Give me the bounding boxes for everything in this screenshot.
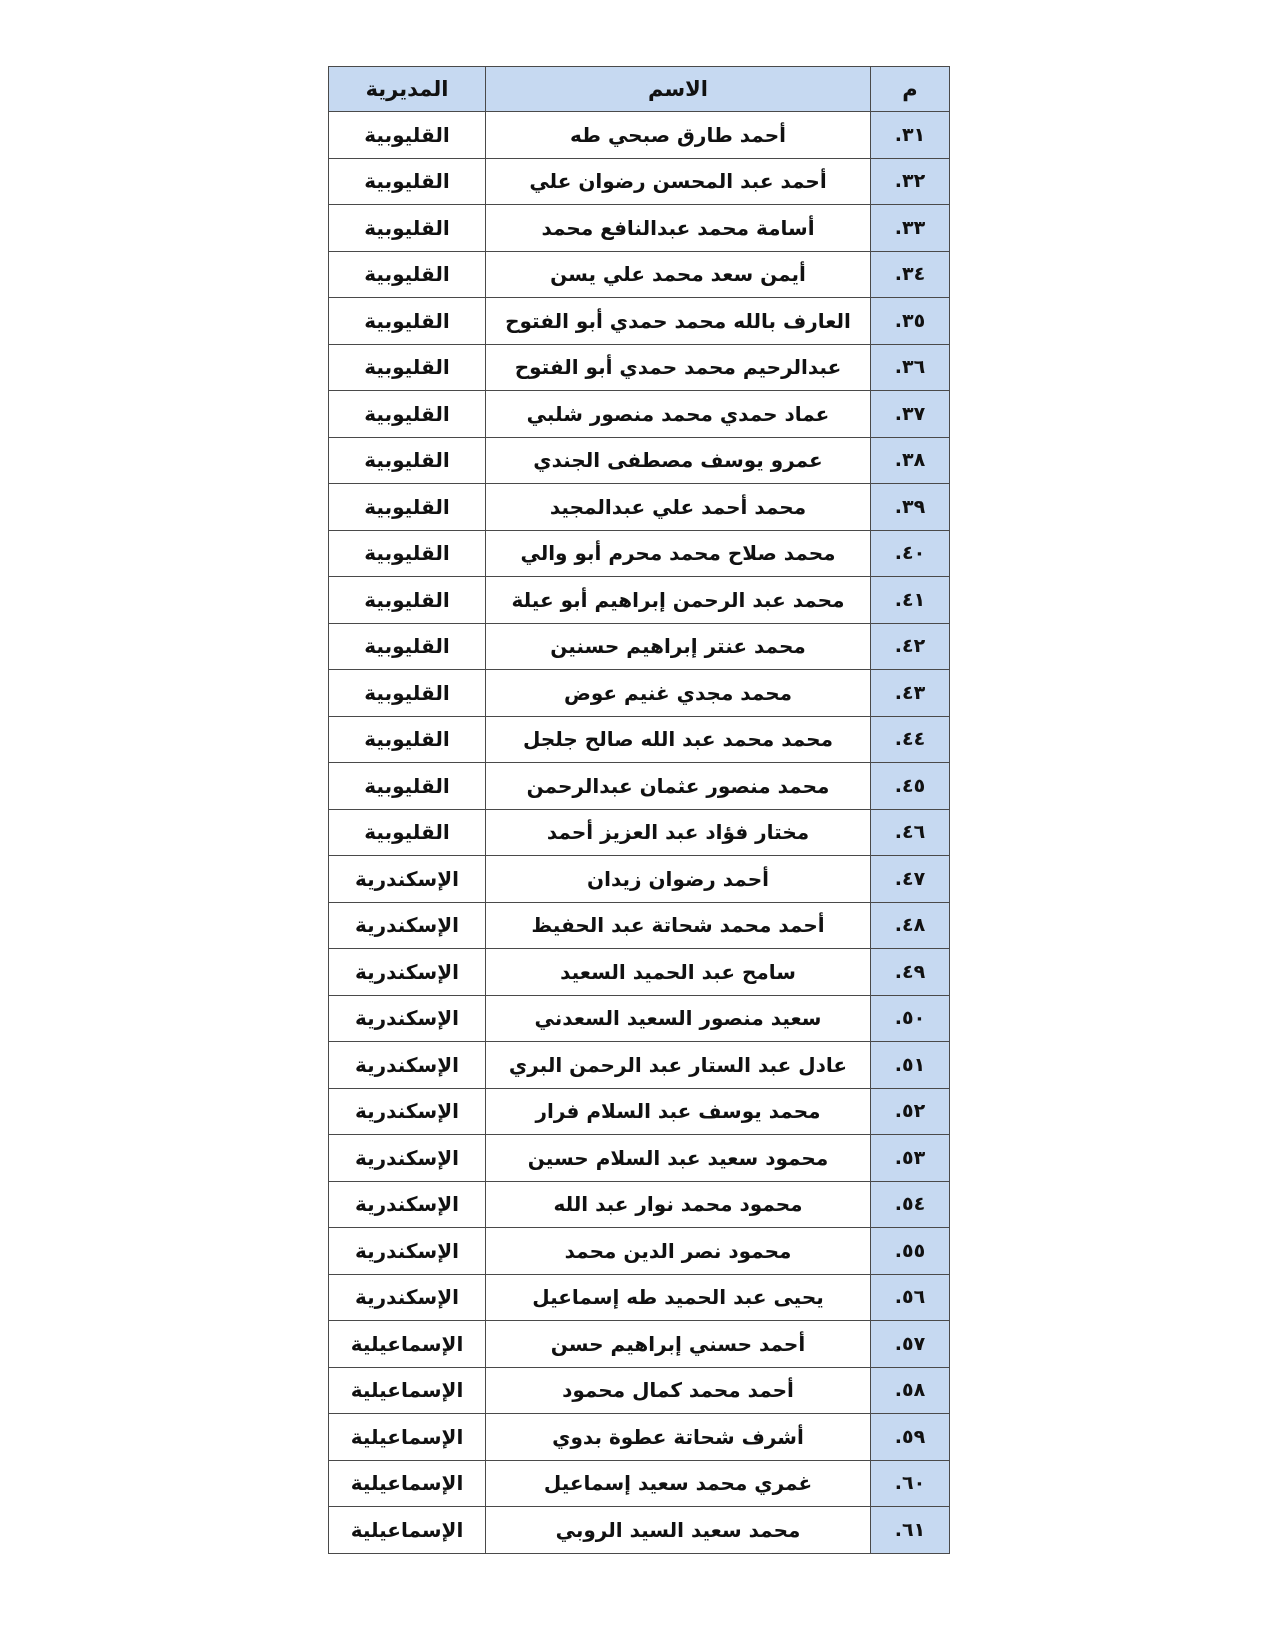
name-cell: أحمد طارق صبحي طه xyxy=(486,112,871,159)
directorate-cell: الإسكندرية xyxy=(329,1135,486,1182)
directorate-cell: الإسكندرية xyxy=(329,1181,486,1228)
table-row xyxy=(329,856,950,903)
name-cell: أحمد حسني إبراهيم حسن xyxy=(486,1321,871,1368)
table-row xyxy=(329,344,950,391)
name-cell: عماد حمدي محمد منصور شلبي xyxy=(486,391,871,438)
row-number-cell: ٣٨. xyxy=(871,437,950,484)
directorate-cell: الإسماعيلية xyxy=(329,1367,486,1414)
name-cell: محمد محمد عبد الله صالح جلجل xyxy=(486,716,871,763)
directorate-cell: القليوبية xyxy=(329,391,486,438)
row-number-cell: ٥١. xyxy=(871,1042,950,1089)
directorate-cell: الإسكندرية xyxy=(329,1228,486,1275)
header-name: الاسم xyxy=(486,67,871,112)
row-number-cell: ٤٩. xyxy=(871,949,950,996)
name-cell: عادل عبد الستار عبد الرحمن البري xyxy=(486,1042,871,1089)
table-row xyxy=(329,1228,950,1275)
row-number-cell: ٣٢. xyxy=(871,158,950,205)
name-cell: محمود سعيد عبد السلام حسين xyxy=(486,1135,871,1182)
directorate-cell: القليوبية xyxy=(329,577,486,624)
directorate-cell: الإسكندرية xyxy=(329,1274,486,1321)
header-row xyxy=(329,67,950,112)
table-row xyxy=(329,1414,950,1461)
directorate-cell: الإسكندرية xyxy=(329,995,486,1042)
table-row xyxy=(329,809,950,856)
row-number-cell: ٥٧. xyxy=(871,1321,950,1368)
directorate-cell: القليوبية xyxy=(329,623,486,670)
name-cell: أحمد عبد المحسن رضوان علي xyxy=(486,158,871,205)
row-number-cell: ٥٤. xyxy=(871,1181,950,1228)
directorate-cell: الإسماعيلية xyxy=(329,1321,486,1368)
directorate-cell: القليوبية xyxy=(329,716,486,763)
row-number-cell: ٣٦. xyxy=(871,344,950,391)
directorate-cell: القليوبية xyxy=(329,670,486,717)
name-cell: محمد أحمد علي عبدالمجيد xyxy=(486,484,871,531)
row-number-cell: ٤٨. xyxy=(871,902,950,949)
table-row xyxy=(329,763,950,810)
table-row xyxy=(329,251,950,298)
table-row xyxy=(329,577,950,624)
row-number-cell: ٤١. xyxy=(871,577,950,624)
row-number-cell: ٤٢. xyxy=(871,623,950,670)
table-row xyxy=(329,623,950,670)
name-cell: محمد منصور عثمان عبدالرحمن xyxy=(486,763,871,810)
header-directorate: المديرية xyxy=(329,67,486,112)
row-number-cell: ٥٨. xyxy=(871,1367,950,1414)
directorate-cell: القليوبية xyxy=(329,437,486,484)
name-cell: العارف بالله محمد حمدي أبو الفتوح xyxy=(486,298,871,345)
row-number-cell: ٣٤. xyxy=(871,251,950,298)
row-number-cell: ٤٥. xyxy=(871,763,950,810)
name-cell: محمود محمد نوار عبد الله xyxy=(486,1181,871,1228)
name-cell: غمري محمد سعيد إسماعيل xyxy=(486,1460,871,1507)
table-row xyxy=(329,158,950,205)
directorate-cell: القليوبية xyxy=(329,251,486,298)
directorate-cell: الإسكندرية xyxy=(329,1042,486,1089)
name-cell: أحمد رضوان زيدان xyxy=(486,856,871,903)
document-page xyxy=(328,66,949,1554)
name-cell: محمد عنتر إبراهيم حسنين xyxy=(486,623,871,670)
row-number-cell: ٤٦. xyxy=(871,809,950,856)
name-cell: محمد مجدي غنيم عوض xyxy=(486,670,871,717)
table-row xyxy=(329,1274,950,1321)
table-row xyxy=(329,716,950,763)
table-row xyxy=(329,1507,950,1554)
row-number-cell: ٣٥. xyxy=(871,298,950,345)
table-body xyxy=(329,112,950,1554)
directorate-cell: القليوبية xyxy=(329,484,486,531)
table-row xyxy=(329,112,950,159)
directorate-cell: القليوبية xyxy=(329,809,486,856)
directorate-cell: الإسماعيلية xyxy=(329,1460,486,1507)
name-cell: أشرف شحاتة عطوة بدوي xyxy=(486,1414,871,1461)
table-row xyxy=(329,949,950,996)
name-cell: سامح عبد الحميد السعيد xyxy=(486,949,871,996)
row-number-cell: ٤٣. xyxy=(871,670,950,717)
directorate-cell: القليوبية xyxy=(329,530,486,577)
names-table xyxy=(328,66,950,1554)
name-cell: أحمد محمد كمال محمود xyxy=(486,1367,871,1414)
row-number-cell: ٤٤. xyxy=(871,716,950,763)
table-row xyxy=(329,1460,950,1507)
name-cell: محمود نصر الدين محمد xyxy=(486,1228,871,1275)
row-number-cell: ٥٣. xyxy=(871,1135,950,1182)
row-number-cell: ٥٩. xyxy=(871,1414,950,1461)
table-row xyxy=(329,298,950,345)
directorate-cell: القليوبية xyxy=(329,763,486,810)
directorate-cell: القليوبية xyxy=(329,112,486,159)
table-row xyxy=(329,1042,950,1089)
row-number-cell: ٥٦. xyxy=(871,1274,950,1321)
row-number-cell: ٣١. xyxy=(871,112,950,159)
row-number-cell: ٦٠. xyxy=(871,1460,950,1507)
name-cell: محمد صلاح محمد محرم أبو والي xyxy=(486,530,871,577)
name-cell: مختار فؤاد عبد العزيز أحمد xyxy=(486,809,871,856)
directorate-cell: القليوبية xyxy=(329,344,486,391)
directorate-cell: الإسكندرية xyxy=(329,902,486,949)
directorate-cell: الإسكندرية xyxy=(329,1088,486,1135)
row-number-cell: ٣٧. xyxy=(871,391,950,438)
name-cell: أسامة محمد عبدالنافع محمد xyxy=(486,205,871,252)
table-row xyxy=(329,1367,950,1414)
directorate-cell: القليوبية xyxy=(329,298,486,345)
directorate-cell: القليوبية xyxy=(329,205,486,252)
row-number-cell: ٥٥. xyxy=(871,1228,950,1275)
directorate-cell: القليوبية xyxy=(329,158,486,205)
row-number-cell: ٣٣. xyxy=(871,205,950,252)
table-row xyxy=(329,437,950,484)
table-header xyxy=(329,67,950,112)
row-number-cell: ٦١. xyxy=(871,1507,950,1554)
name-cell: أحمد محمد شحاتة عبد الحفيظ xyxy=(486,902,871,949)
table-row xyxy=(329,391,950,438)
name-cell: أيمن سعد محمد علي يسن xyxy=(486,251,871,298)
table-row xyxy=(329,1181,950,1228)
row-number-cell: ٤٠. xyxy=(871,530,950,577)
row-number-cell: ٣٩. xyxy=(871,484,950,531)
name-cell: محمد يوسف عبد السلام فرار xyxy=(486,1088,871,1135)
table-row xyxy=(329,1321,950,1368)
name-cell: محمد عبد الرحمن إبراهيم أبو عيلة xyxy=(486,577,871,624)
name-cell: سعيد منصور السعيد السعدني xyxy=(486,995,871,1042)
directorate-cell: الإسكندرية xyxy=(329,949,486,996)
name-cell: محمد سعيد السيد الروبي xyxy=(486,1507,871,1554)
directorate-cell: الإسماعيلية xyxy=(329,1414,486,1461)
table-row xyxy=(329,205,950,252)
table-row xyxy=(329,1135,950,1182)
row-number-cell: ٤٧. xyxy=(871,856,950,903)
table-row xyxy=(329,484,950,531)
directorate-cell: الإسكندرية xyxy=(329,856,486,903)
table-row xyxy=(329,1088,950,1135)
row-number-cell: ٥٠. xyxy=(871,995,950,1042)
header-number: م xyxy=(871,67,950,112)
name-cell: عبدالرحيم محمد حمدي أبو الفتوح xyxy=(486,344,871,391)
table-row xyxy=(329,902,950,949)
row-number-cell: ٥٢. xyxy=(871,1088,950,1135)
table-row xyxy=(329,530,950,577)
directorate-cell: الإسماعيلية xyxy=(329,1507,486,1554)
table-row xyxy=(329,995,950,1042)
name-cell: عمرو يوسف مصطفى الجندي xyxy=(486,437,871,484)
name-cell: يحيى عبد الحميد طه إسماعيل xyxy=(486,1274,871,1321)
table-row xyxy=(329,670,950,717)
